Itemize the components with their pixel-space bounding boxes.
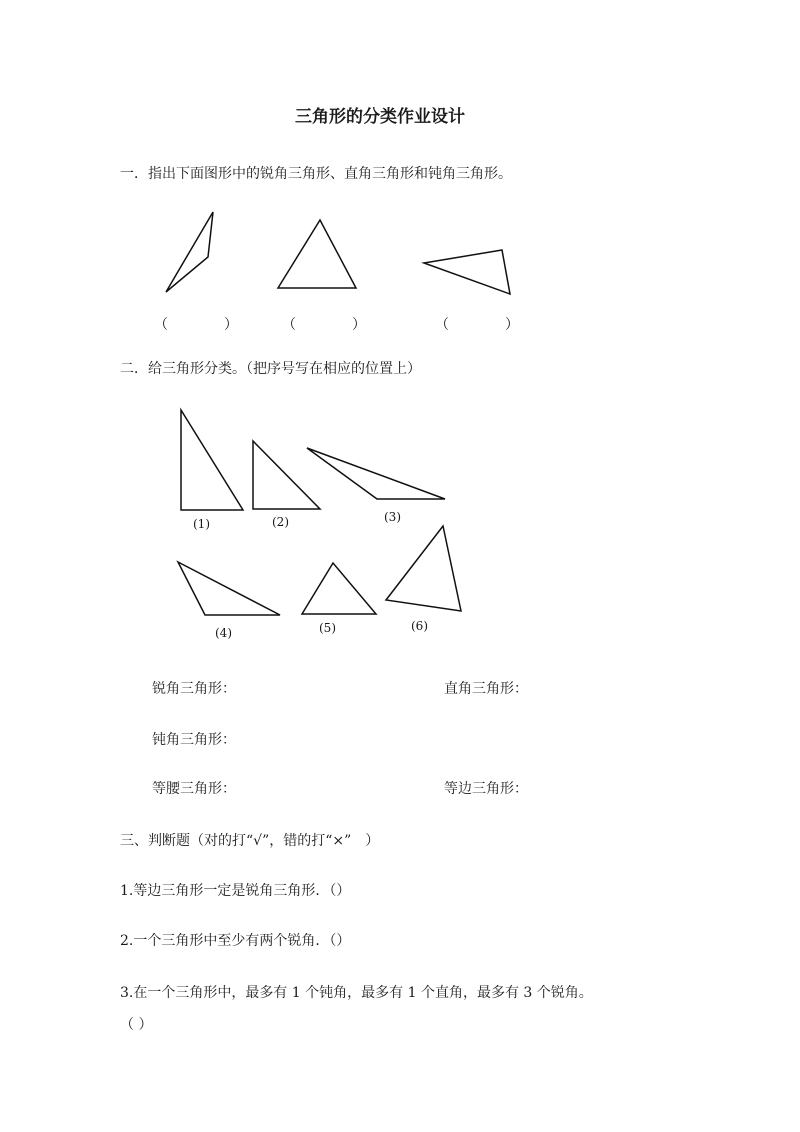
question-3: 3.在一个三角形中，最多有 1 个钝角，最多有 1 个直角，最多有 3 个锐角。 [120,985,593,1001]
triangle-label-3: (3) [384,510,401,524]
question-2: 2.一个三角形中至少有两个锐角．（） [120,933,351,949]
triangle-4 [178,562,280,615]
right-triangle-label: 直角三角形： [444,681,528,697]
question-1: 1.等边三角形一定是锐角三角形．（） [120,883,351,899]
isosceles-triangle-label: 等腰三角形： [152,781,236,797]
question-3-blank[interactable]: （ ） [120,1017,153,1033]
triangle-label-5: (5) [319,621,336,635]
equilateral-triangle-label: 等边三角形： [444,781,528,797]
section-3-heading: 三、判断题（对的打“√”，错的打“×” ） [120,833,380,849]
triangle-label-4: (4) [215,626,232,640]
answer-blank-2[interactable]: （ ） [282,317,366,333]
triangle-1 [181,410,243,510]
section-1-heading: 一．指出下面图形中的锐角三角形、直角三角形和钝角三角形。 [120,166,512,182]
section-2-heading: 二．给三角形分类。（把序号写在相应的位置上） [120,361,421,377]
obtuse-triangle-label: 钝角三角形： [152,732,236,748]
triangle-5 [302,563,376,614]
triangle-s1-a [166,212,213,292]
triangle-2 [253,441,320,509]
triangle-label-6: (6) [411,619,428,633]
answer-blank-3[interactable]: （ ） [435,317,519,333]
page-title: 三角形的分类作业设计 [295,107,465,127]
triangle-label-1: (1) [193,517,210,531]
triangle-6 [386,526,461,611]
triangle-s1-c [424,250,510,294]
acute-triangle-label: 锐角三角形： [152,681,236,697]
answer-blank-1[interactable]: （ ） [154,317,238,333]
triangle-label-2: (2) [272,515,289,529]
triangle-3 [307,448,445,499]
triangle-s1-b [278,220,356,288]
